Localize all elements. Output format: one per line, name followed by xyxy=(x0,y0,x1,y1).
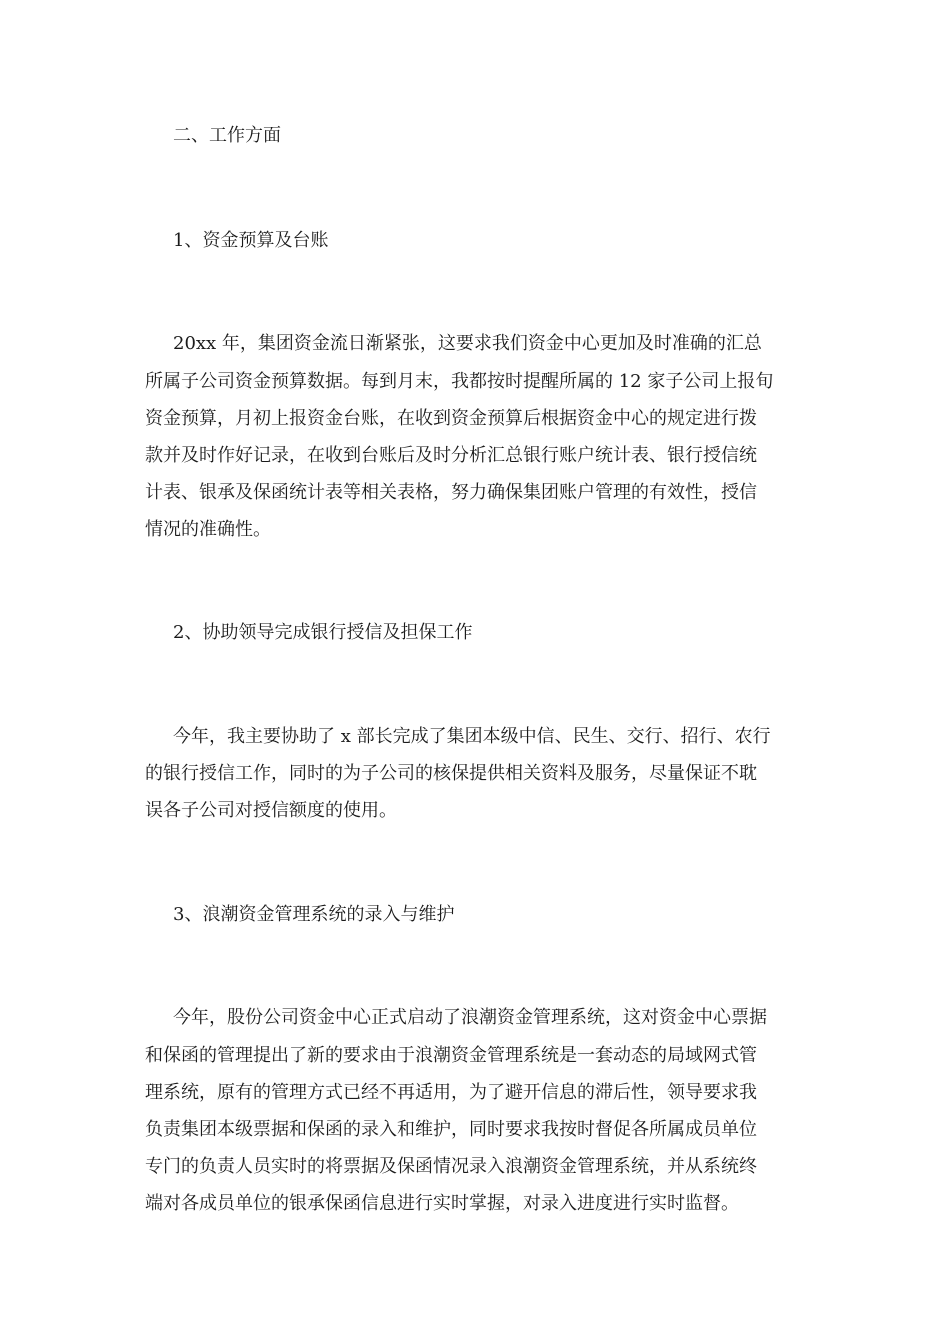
item-3-line-1: 今年，股份公司资金中心正式启动了浪潮资金管理系统，这对资金中心票据 xyxy=(173,1007,767,1028)
item-2-line-1: 今年，我主要协助了 x 部长完成了集团本级中信、民生、交行、招行、农行 xyxy=(173,726,771,747)
item-1-line-5: 计表、银承及保函统计表等相关表格，努力确保集团账户管理的有效性，授信 xyxy=(145,482,757,503)
section-heading: 二、工作方面 xyxy=(173,125,281,146)
item-1-line-6: 情况的准确性。 xyxy=(145,519,271,540)
item-1-line-4: 款并及时作好记录，在收到台账后及时分析汇总银行账户统计表、银行授信统 xyxy=(145,445,757,466)
item-2-line-2: 的银行授信工作，同时的为子公司的核保提供相关资料及服务，尽量保证不耽 xyxy=(145,763,757,784)
item-1-line-1: 20xx 年，集团资金流日渐紧张，这要求我们资金中心更加及时准确的汇总 xyxy=(173,333,762,354)
item-1-line-3: 资金预算，月初上报资金台账，在收到资金预算后根据资金中心的规定进行拨 xyxy=(145,408,757,429)
item-1-heading: 1、资金预算及台账 xyxy=(173,230,329,251)
item-3-line-4: 负责集团本级票据和保函的录入和维护，同时要求我按时督促各所属成员单位 xyxy=(145,1119,757,1140)
item-3-line-2: 和保函的管理提出了新的要求由于浪潮资金管理系统是一套动态的局域网式管 xyxy=(145,1045,757,1066)
item-3-line-6: 端对各成员单位的银承保函信息进行实时掌握，对录入进度进行实时监督。 xyxy=(145,1193,739,1214)
item-2-line-3: 误各子公司对授信额度的使用。 xyxy=(145,800,397,821)
item-1-line-2: 所属子公司资金预算数据。每到月末，我都按时提醒所属的 12 家子公司上报旬 xyxy=(145,371,774,392)
item-3-line-3: 理系统，原有的管理方式已经不再适用，为了避开信息的滞后性，领导要求我 xyxy=(145,1082,757,1103)
item-3-heading: 3、浪潮资金管理系统的录入与维护 xyxy=(173,904,455,925)
item-3-line-5: 专门的负责人员实时的将票据及保函情况录入浪潮资金管理系统，并从系统终 xyxy=(145,1156,757,1177)
item-2-heading: 2、协助领导完成银行授信及担保工作 xyxy=(173,622,473,643)
